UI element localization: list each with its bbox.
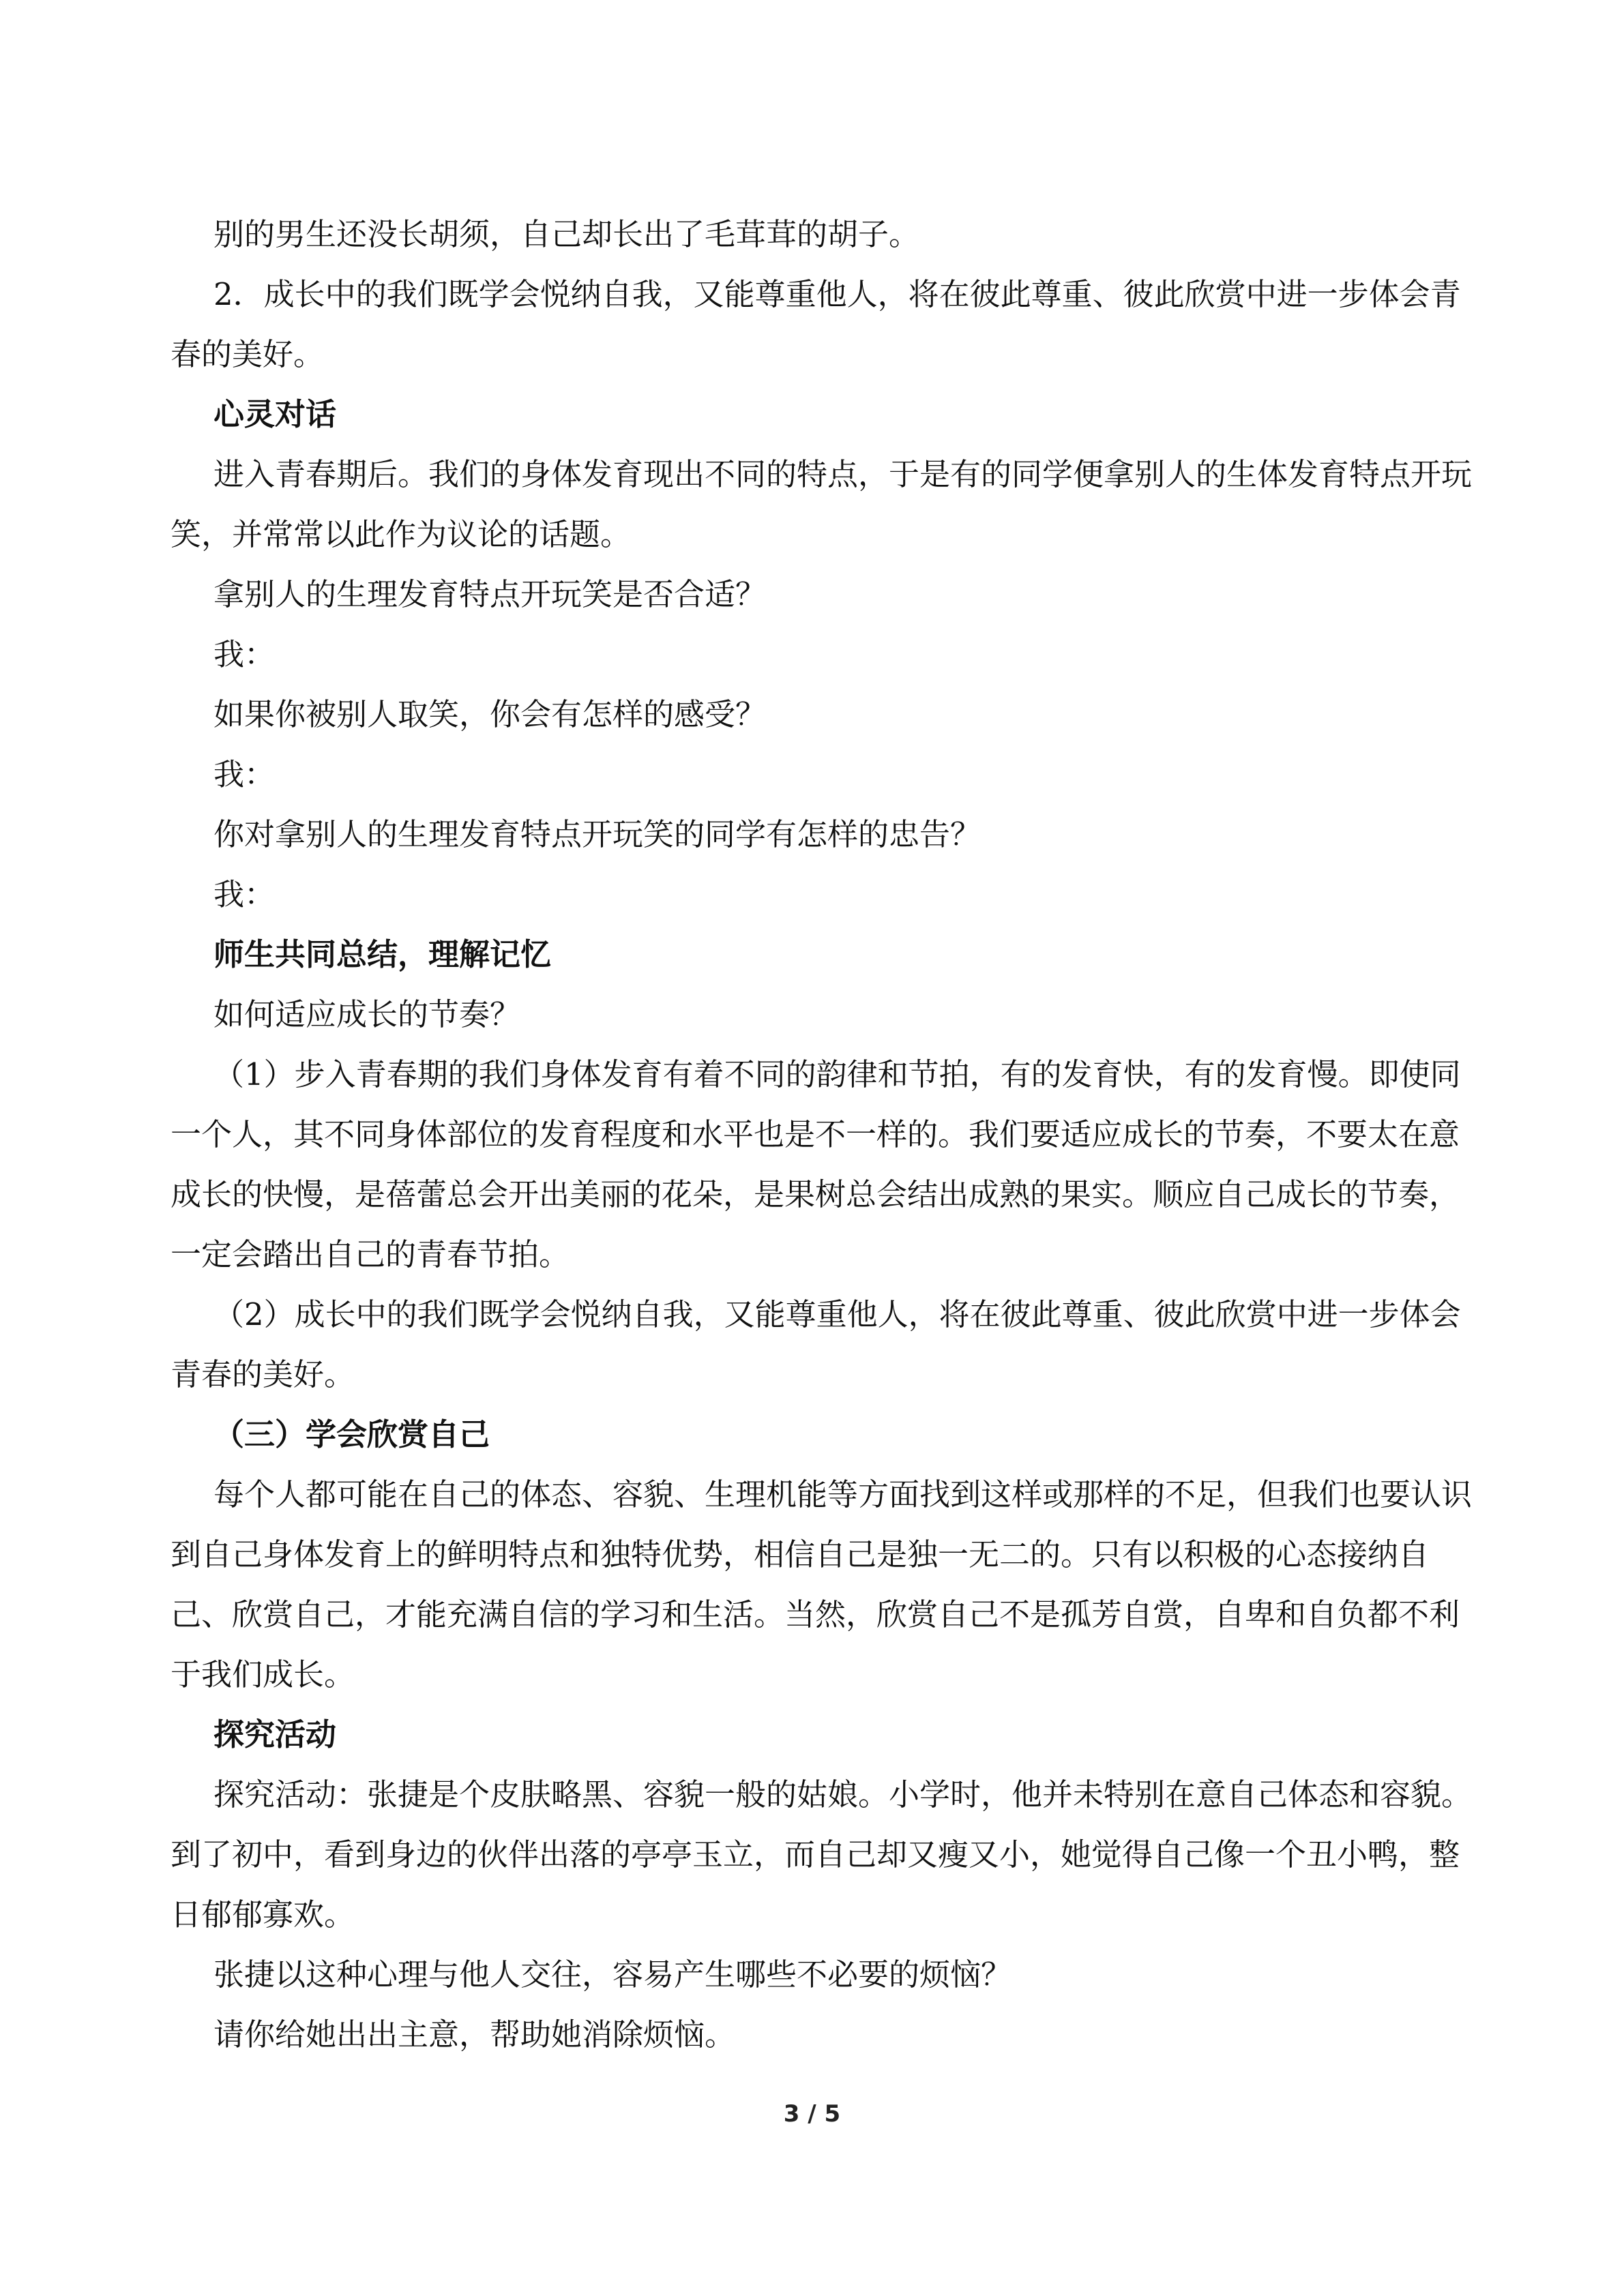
section-heading: 探究活动: [213, 1716, 337, 1753]
question: 如何适应成长的节奏？: [213, 996, 521, 1032]
question: 请你给她出出主意，帮助她消除烦恼。: [213, 2016, 736, 2053]
question: 你对拿别人的生理发育特点开玩笑的同学有怎样的忠告？: [213, 816, 981, 852]
question: 张捷以这种心理与他人交往，容易产生哪些不必要的烦恼？: [213, 1956, 1012, 1993]
paragraph: 每个人都可能在自己的体态、容貌、生理机能等方面找到这样或那样的不足，但我们也要认识到自己身体发育上的鲜明特点和独特优势，相信自己是独一无二的。只有以积极的心态接纳自己、欣赏自己，才能充满自信的学习和生活。当然，欣赏自己不是孤芳自赏，自卑和自负都不利于我们成长。: [171, 1476, 1473, 1693]
question: 如果你被别人取笑，你会有怎样的感受？: [213, 696, 767, 732]
answer-line: 我：: [213, 756, 276, 792]
paragraph: 2．成长中的我们既学会悦纳自我，又能尊重他人，将在彼此尊重、彼此欣赏中进一步体会青春的美好。: [171, 276, 1461, 372]
page-number: 3 / 5: [783, 2100, 841, 2128]
section-heading: 心灵对话: [213, 396, 337, 432]
answer-line: 我：: [213, 876, 276, 912]
paragraph: 别的男生还没长胡须，自己却长出了毛茸茸的胡子。: [213, 216, 920, 252]
paragraph: （2）成长中的我们既学会悦纳自我，又能尊重他人，将在彼此尊重、彼此欣赏中进一步体会青春的美好。: [171, 1296, 1461, 1392]
answer-line: 我：: [213, 636, 276, 672]
paragraph: 探究活动：张捷是个皮肤略黑、容貌一般的姑娘。小学时，他并未特别在意自己体态和容貌。到了初中，看到身边的伙伴出落的亭亭玉立，而自己却又瘦又小，她觉得自己像一个丑小鸭，整日郁郁寡欢。: [171, 1776, 1473, 1933]
paragraph: 进入青春期后。我们的身体发育现出不同的特点，于是有的同学便拿别人的生体发育特点开玩笑，并常常以此作为议论的话题。: [171, 456, 1473, 552]
question: 拿别人的生理发育特点开玩笑是否合适？: [213, 576, 767, 612]
paragraph: （1）步入青春期的我们身体发育有着不同的韵律和节拍，有的发育快，有的发育慢。即使同一个人，其不同身体部位的发育程度和水平也是不一样的。我们要适应成长的节奏，不要太在意成长的快慢，是蓓蕾总会开出美丽的花朵，是果树总会结出成熟的果实。顺应自己成长的节奏，一定会踏出自己的青春节拍。: [171, 1056, 1461, 1272]
section-heading: 师生共同总结，理解记忆: [213, 936, 552, 972]
section-heading: （三）学会欣赏自己: [213, 1416, 490, 1452]
document-body: [171, 205, 1480, 2065]
